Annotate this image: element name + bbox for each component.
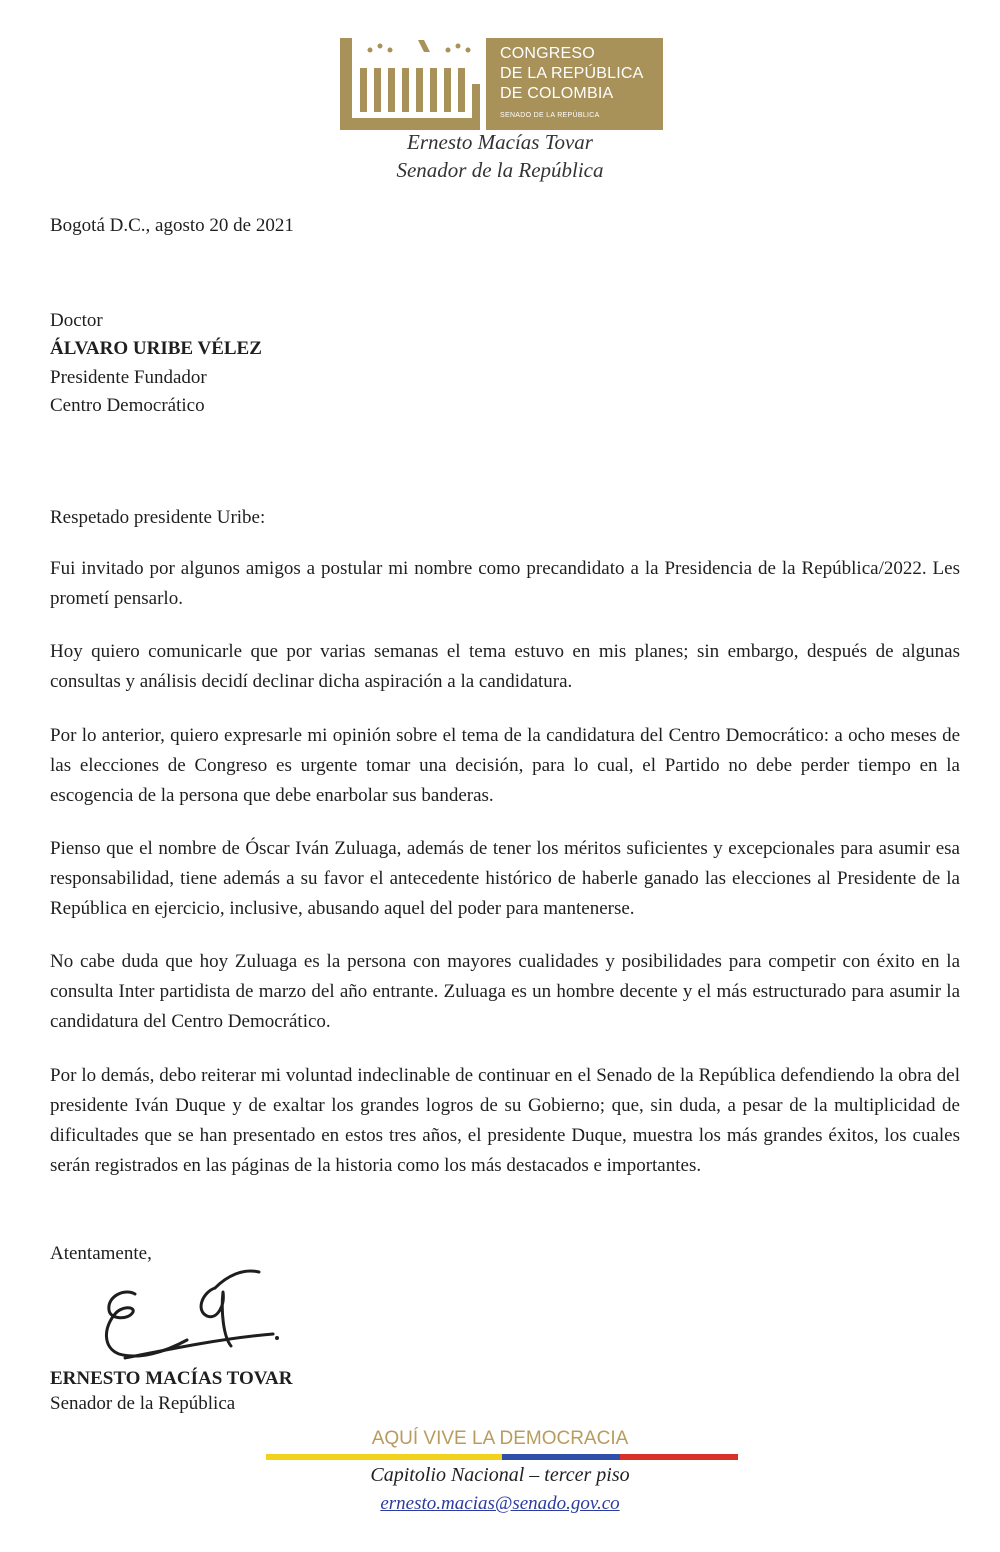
congress-logo-text-box (486, 38, 663, 130)
colombia-flag-bar (266, 1454, 738, 1460)
recipient-organization: Centro Democrático (50, 395, 205, 416)
flag-blue-stripe (502, 1454, 620, 1460)
congress-logo (340, 38, 663, 130)
handwritten-signature (95, 1262, 295, 1372)
logo-subline: SENADO DE LA REPÚBLICA (500, 112, 600, 119)
logo-line-3: DE COLOMBIA (500, 85, 614, 102)
body-paragraph: Fui invitado por algunos amigos a postular mi nombre como precandidato a la Presidencia de la República/2022. Les prometí pensarlo. (50, 558, 960, 609)
letter-closing: Atentamente, (50, 1243, 152, 1264)
footer-email-link[interactable]: ernesto.macias@senado.gov.co (380, 1493, 620, 1514)
body-paragraph: Por lo demás, debo reiterar mi voluntad indeclinable de continuar en el Senado de la República defendiendo la obra del presidente Iván Duque y de exaltar los grandes logros de su Gobierno; que, sin duda, a pesar de la multiplicidad de dificultades que se han presentado en estos tres años, el presidente Duque, muestra los más grandes éxitos, los cuales serán registrados en las páginas de la historia como los más destacados e importantes. (50, 1065, 960, 1176)
body-paragraph: Hoy quiero comunicarle que por varias semanas el tema estuvo en mis planes; sin embargo, después de algunas consultas y análisis decidí declinar dicha aspiración a la candidatura. (50, 641, 960, 692)
header-sender-title: Senador de la República (396, 158, 604, 182)
header-sender-name: Ernesto Macías Tovar (407, 130, 593, 154)
body-paragraph: No cabe duda que hoy Zuluaga es la persona con mayores cualidades y posibilidades para competir con éxito en la consulta Inter partidista de marzo del año entrante. Zuluaga es un hombre decente y el más estructurado para asumir la candidatura del Centro Democrático. (50, 951, 960, 1032)
body-paragraph: Pienso que el nombre de Óscar Iván Zuluaga, además de tener los méritos suficientes y excepcionales para asumir esa responsabilidad, tiene además a su favor el antecedente histórico de haberle ganado las elecciones al Presidente de la República en ejercicio, inclusive, abusando aquel del poder para mantenerse. (50, 838, 960, 919)
flag-red-stripe (620, 1454, 738, 1460)
footer-address: Capitolio Nacional – tercer piso (370, 1464, 630, 1486)
footer-slogan: AQUÍ VIVE LA DEMOCRACIA (371, 1428, 629, 1449)
flag-yellow-stripe (266, 1454, 502, 1460)
recipient-name: ÁLVARO URIBE VÉLEZ (50, 338, 262, 359)
logo-line-1: CONGRESO (500, 45, 595, 62)
letter-greeting: Respetado presidente Uribe: (50, 507, 266, 528)
recipient-position: Presidente Fundador (50, 367, 207, 388)
body-paragraph: Por lo anterior, quiero expresarle mi opinión sobre el tema de la candidatura del Centro Democrático: a ocho meses de las elecciones de Congreso es urgente tomar una decisión, para lo cual, el Partido no debe perder tiempo en la escogencia de la persona que debe enarbolar sus banderas. (50, 725, 960, 806)
logo-line-2: DE LA REPÚBLICA (500, 65, 644, 82)
capitol-building-icon (340, 38, 480, 130)
signer-title: Senador de la República (50, 1393, 236, 1414)
signer-name: ERNESTO MACÍAS TOVAR (50, 1368, 293, 1389)
recipient-salutation-title: Doctor (50, 310, 103, 331)
letter-date: Bogotá D.C., agosto 20 de 2021 (50, 215, 294, 236)
